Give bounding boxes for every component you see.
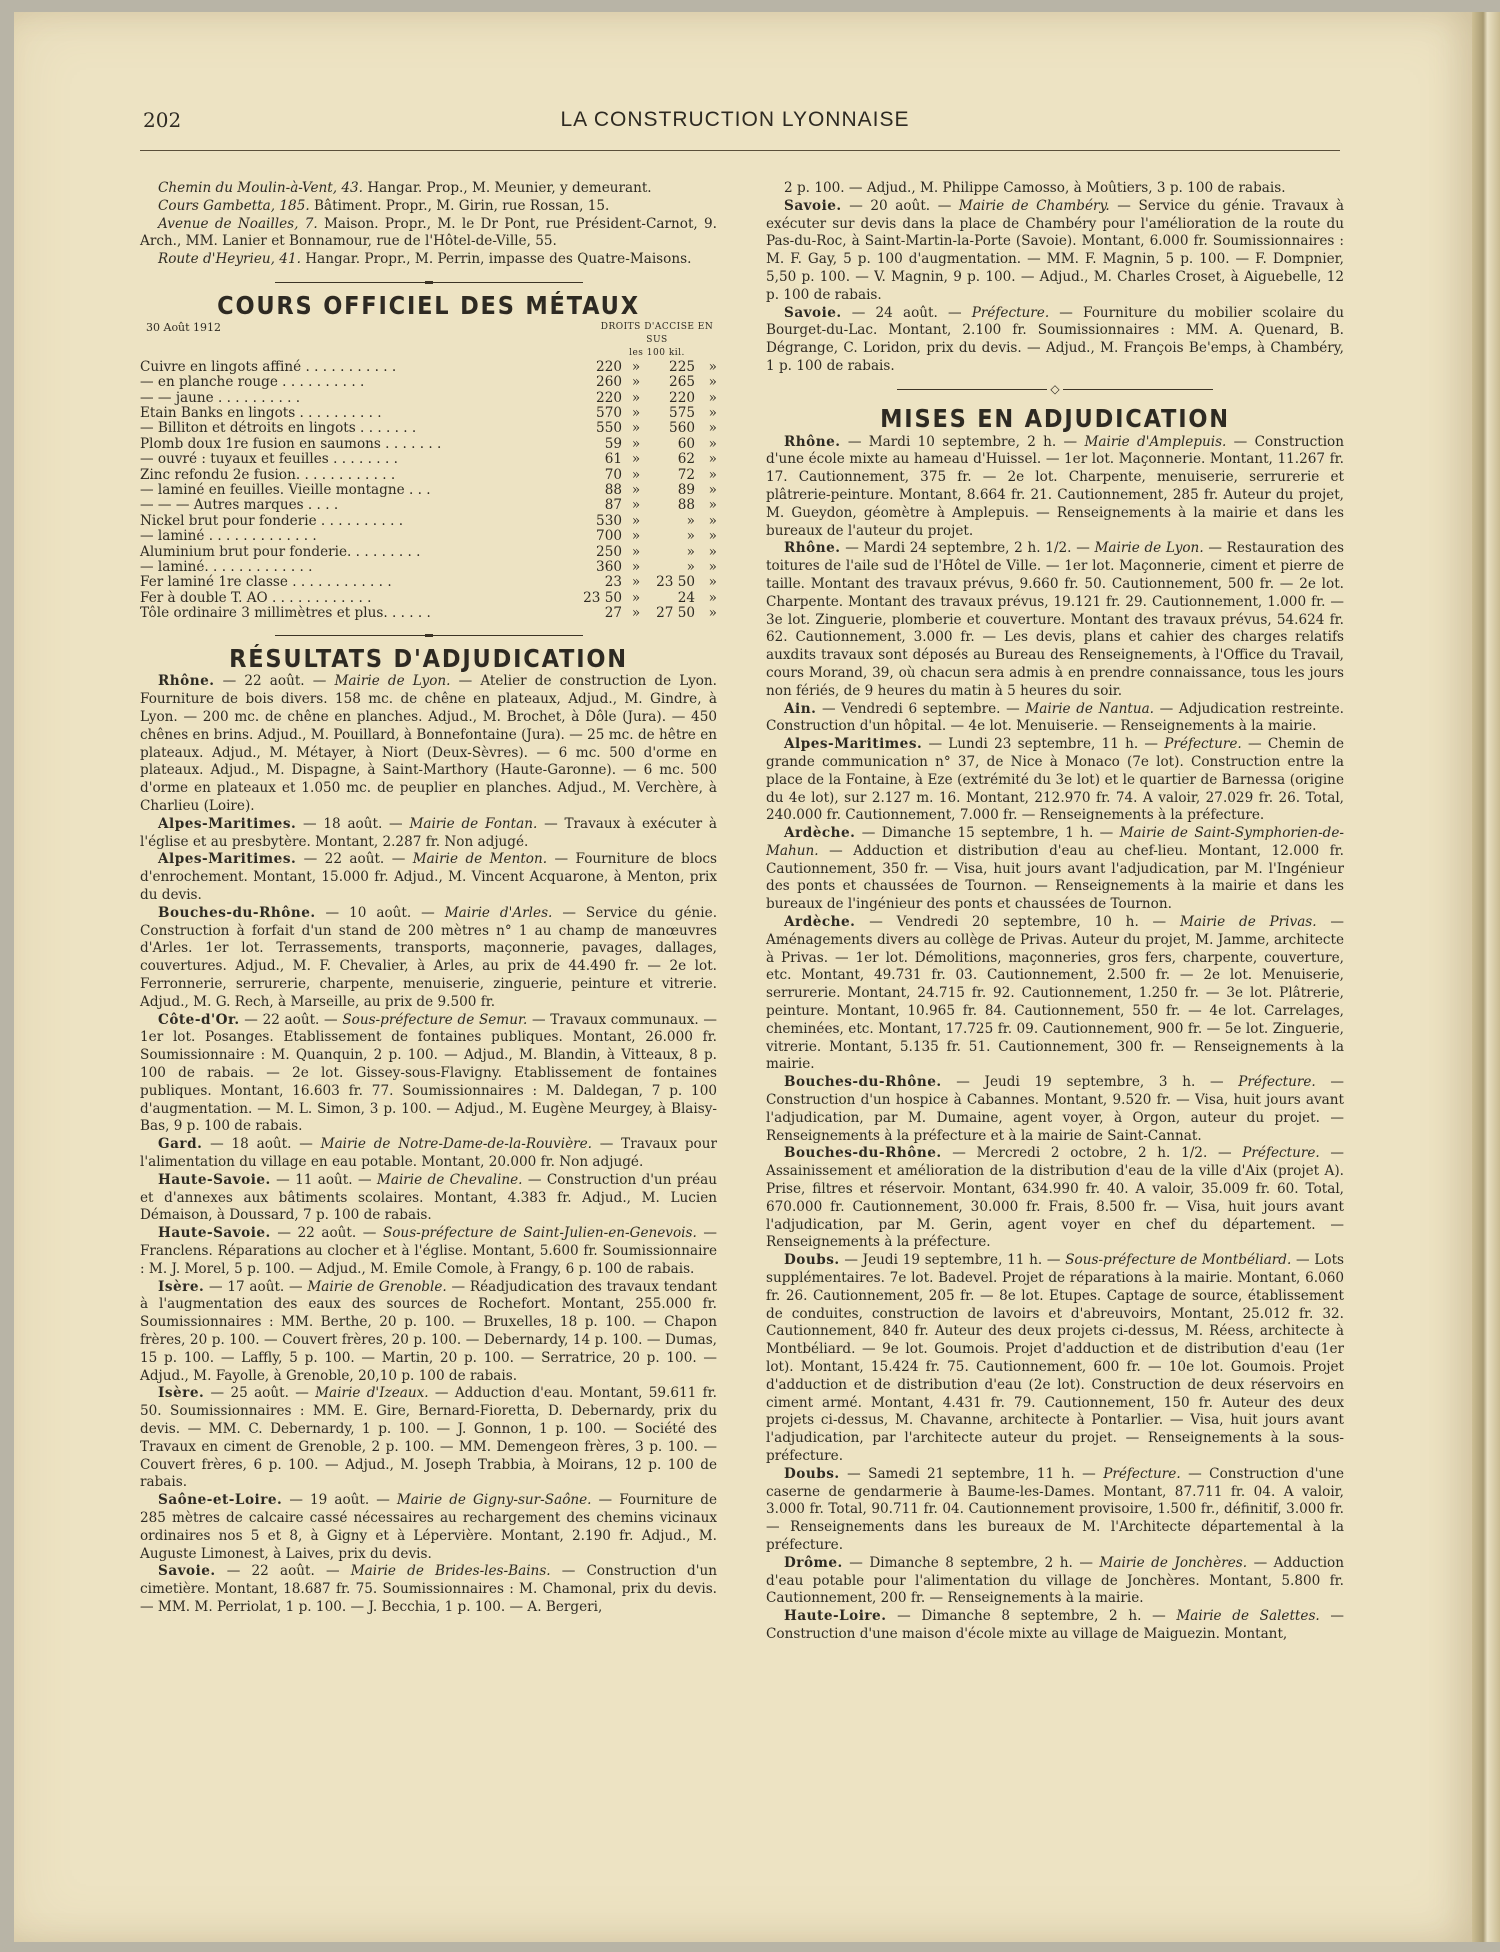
entry-region: Haute-Loire.: [784, 1608, 887, 1625]
metal-row: [140, 529, 717, 544]
entry-region: Bouches-du-Rhône.: [158, 904, 316, 921]
ditto-mark: »: [631, 512, 641, 529]
entry-authority: Mairie de Fontan.: [409, 815, 538, 832]
ditto-mark: »: [631, 482, 641, 499]
continued-results: [766, 180, 1344, 376]
ditto-mark: »: [631, 358, 641, 375]
intro-section: [140, 180, 717, 269]
ditto-mark: »: [708, 497, 717, 514]
metal-label: — — — Autres marques . . . .: [140, 497, 339, 514]
price-min: 530: [596, 512, 622, 529]
entry-date: — 17 août. —: [204, 1278, 308, 1295]
entry-region: Ardèche.: [784, 914, 856, 931]
entry-authority: Préfecture.: [1242, 1145, 1320, 1162]
price-max: 89: [677, 482, 695, 499]
price-max: 220: [669, 389, 695, 406]
entry-date: — 18 août. —: [202, 1136, 321, 1153]
entry-body: — Chemin de grande communication n° 37, de Nice à Monaco (7e lot). Construction entre la place de la Fontaine, à Eze (extrémité du 3e lot) et le quartier de Barnessa (origine du 4e lot), sur 2.127 m. 16. Montant, 212.970 fr. 74. A valoir, 27.029 fr. 26. Total, 240.000 fr. Cautionnement, 7.000 fr. — Renseignements à la préfecture.: [766, 736, 1345, 824]
price-min: 70: [604, 466, 622, 483]
metal-label: — Billiton et détroits en lingots . . . . . . .: [140, 420, 417, 437]
entry-authority: Mairie de Salettes.: [1176, 1608, 1320, 1625]
entry-date: — 11 août. —: [270, 1171, 377, 1188]
entry-date: — 20 août. —: [841, 197, 959, 214]
entry-region: Saône-et-Loire.: [158, 1492, 283, 1509]
ditto-mark: »: [631, 497, 641, 514]
metal-row: [140, 468, 717, 483]
entry-body: — Travaux pour l'alimentation du village en eau potable. Montant, 20.000 fr. Non adjugé.: [140, 1136, 717, 1170]
entry-date: — Vendredi 20 septembre, 10 h. —: [855, 914, 1180, 931]
ditto-mark: »: [631, 374, 641, 391]
intro-entry: [140, 180, 717, 198]
entry-region: Bouches-du-Rhône.: [784, 1074, 942, 1091]
entry-body: — Construction d'une maison d'école mixte au village de Maiguezin. Montant,: [766, 1608, 1344, 1642]
adjudication-entry: [766, 1145, 1344, 1252]
entry-authority: Mairie de Menton.: [412, 851, 548, 868]
entry-authority: Préfecture.: [1103, 1465, 1181, 1482]
entry-body: — Réadjudication des travaux tendant à l'augmentation des eaux des sources de Rochefort. Montant, 255.000 fr. Soumissionnaires : MM. Berthe, 20 p. 100. — Bruxelles, 18 p. 100. — Chapon frères, 20 p. 100. — Couvert frères, 20 p. 100. — Debernardy, 14 p. 100. — Dumas, 15 p. 100. — Laffly, 5 p. 100. — Martin, 20 p. 100. — Serratrice, 20 p. 100. — Adjud., M. Fayolle, à Grenoble, 20,10 p. 100 de rabais.: [140, 1278, 717, 1384]
entry-date: — Vendredi 6 septembre. —: [816, 700, 1026, 717]
metal-label: Etain Banks en lingots . . . . . . . . . .: [140, 405, 382, 421]
entry-body: — Fourniture de 285 mètres de calcaire cassé nécessaires au rechargement des chemins vicinaux ordinaires nos 5 et 8, à Gigny et à Lépervière. Montant, 2.190 fr. Adjud., M. Auguste Limonest, à Laives, prix du devis.: [140, 1492, 718, 1562]
price-max: »: [686, 543, 695, 560]
price-max: 23 50: [656, 574, 695, 591]
price-max: »: [686, 512, 695, 529]
metal-label: — laminé en feuilles. Vieille montagne . . .: [140, 482, 431, 499]
divider: [140, 275, 717, 289]
entry-text: Bâtiment. Propr., M. Girin, rue Rossan, 15.: [309, 197, 610, 214]
entry-region: Alpes-Maritimes.: [158, 851, 297, 868]
entry-authority: Mairie d'Izeaux.: [315, 1385, 429, 1402]
entry-body: — Assainissement et amélioration de la distribution d'eau de la ville d'Aix (projet A). Prise, filtres et réservoir. Montant, 634.990 fr. 40. A valoir, 35.009 fr. 60. Total, 670.000 fr. Cautionnement, 30.000 fr. Frais, 8.500 fr. — Visa, huit jours avant l'adjudication, par M. Gerin, agent voyer en chef du département. — Renseignements à la préfecture.: [766, 1145, 1345, 1251]
entry-region: Ardèche.: [784, 825, 856, 842]
entry-region: Doubs.: [784, 1465, 840, 1482]
metal-row: [140, 375, 717, 390]
adjudication-entry: [766, 1466, 1344, 1555]
price-min: 23: [604, 574, 622, 591]
entry-date: — Dimanche 8 septembre, 2 h. —: [886, 1608, 1177, 1625]
adjudication-entry: [766, 914, 1344, 1074]
ditto-mark: »: [708, 466, 717, 483]
entry-body: — Construction d'une caserne de gendarmerie à Baume-les-Dames. Montant, 87.711 fr. 04. A valoir, 3.000 fr. Total, 90.711 fr. 04. Cautionnement provisoire, 1.500 fr., définitif, 3.000 fr. — Renseignements dans les bureaux de M. l'Architecte départemental à la préfecture.: [766, 1465, 1345, 1553]
adjudication-entry: [766, 1074, 1344, 1145]
entry-date: — 22 août. —: [239, 1011, 343, 1028]
ditto-mark: »: [631, 559, 641, 576]
entry-date: — 19 août. —: [282, 1492, 397, 1509]
price-min: 220: [596, 389, 622, 406]
entry-region: Savoie.: [158, 1563, 216, 1580]
entry-region: Bouches-du-Rhône.: [784, 1145, 942, 1162]
entry-authority: Mairie de Privas.: [1179, 914, 1317, 931]
ditto-mark: »: [631, 574, 641, 591]
price-max: 24: [677, 589, 695, 606]
entry-region: Savoie.: [784, 197, 842, 214]
price-max: 560: [669, 420, 695, 437]
entry-authority: Mairie de Chambéry.: [958, 197, 1110, 214]
entry-date: — 25 août. —: [204, 1385, 316, 1402]
metals-date: 30 Août 1912: [146, 320, 222, 334]
metal-row: [140, 452, 717, 467]
entry-date: — Mercredi 2 octobre, 2 h. 1/2. —: [941, 1145, 1243, 1162]
ditto-mark: »: [708, 358, 717, 375]
entry-date: — 24 août. —: [841, 304, 972, 321]
ditto-mark: »: [708, 574, 717, 591]
entry-region: Isère.: [158, 1385, 205, 1402]
price-min: 260: [596, 374, 622, 391]
entry-body: — Adjudication restreinte. Construction d'un hôpital. — 4e lot. Menuiserie. — Renseignements à la mairie.: [766, 700, 1344, 735]
entry-region: Rhône.: [784, 433, 841, 450]
entry-body: — Construction d'un préau et d'annexes aux bâtiments scolaires. Montant, 4.383 fr. Adjud., M. Lucien Démaison, à Doussard, 7 p. 100 de rabais.: [140, 1171, 718, 1224]
ditto-mark: »: [631, 389, 641, 406]
entry-body: — Aménagements divers au collège de Privas. Auteur du projet, M. Jamme, architecte à Privas. — 1er lot. Démolitions, maçonneries, gros fers, charpente, couverture, etc. Montant, 49.731 fr. 03. Cautionnement, 2.500 fr. — 2e lot. Menuiserie, serrurerie. Montant, 24.715 fr. 92. Cautionnement, 1.250 fr. — 3e lot. Plâtrerie, peinture. Montant, 10.965 fr. 84. Cautionnement, 550 fr. — 4e lot. Carrelages, cheminées, etc. Montant, 17.725 fr. 09. Cautionnement, 900 fr. — 5e lot. Zinguerie, vitrerie. Montant, 5.135 fr. 51. Cautionnement, 300 fr. — Renseignements à la mairie.: [766, 914, 1344, 1073]
ditto-mark: »: [631, 528, 641, 545]
entry-date: — Jeudi 19 septembre, 11 h. —: [839, 1252, 1066, 1269]
metal-label: Fer à double T. AO . . . . . . . . . . . .: [140, 589, 372, 606]
price-max: 575: [669, 405, 695, 421]
entry-text: Hangar. Prop., M. Meunier, y demeurant.: [363, 180, 652, 196]
adjudication-entry: [766, 736, 1344, 825]
entry-address: Chemin du Moulin-à-Vent, 43.: [158, 180, 363, 196]
metal-row: [140, 591, 717, 606]
metals-title: COURS OFFICIEL DES MÉTAUX: [217, 290, 640, 320]
price-min: 550: [596, 420, 622, 437]
entry-authority: Sous-préfecture de Saint-Julien-en-Genevois.: [382, 1225, 697, 1242]
adjudication-entry: [766, 825, 1344, 914]
entry-region: Haute-Savoie.: [158, 1171, 271, 1188]
entry-address: Route d'Heyrieu, 41.: [158, 251, 301, 268]
entry-region: Drôme.: [784, 1554, 843, 1571]
duties-label: DROITS D'ACCISE EN SUS: [600, 321, 714, 345]
entry-region: Doubs.: [784, 1252, 840, 1269]
entry-region: Savoie.: [784, 304, 842, 321]
adjudication-entry: [766, 198, 1344, 305]
price-max: 72: [677, 466, 695, 483]
metal-label: Zinc refondu 2e fusion. . . . . . . . . . . .: [140, 466, 396, 483]
right-column: [766, 180, 1344, 1644]
metal-row: [140, 514, 717, 529]
entry-body: — Franclens. Réparations au clocher et à l'église. Montant, 5.600 fr. Soumissionnaire : M. J. Morel, 5 p. 100. — Adjud., M. Emile Comole, à Frangy, 6 p. 100 de rabais.: [140, 1225, 717, 1277]
price-max: 62: [677, 451, 695, 468]
entry-body: — Adduction d'eau potable pour l'alimentation du village de Jonchères. Montant, 5.800 fr. Cautionnement, 200 fr. — Renseignements à la mairie.: [766, 1554, 1345, 1607]
entry-body: — Fourniture de blocs d'enrochement. Montant, 15.000 fr. Adjud., M. Vincent Acquarone, à Menton, prix du devis.: [140, 851, 718, 904]
entry-body: — Adduction d'eau. Montant, 59.611 fr. 50. Soumissionnaires : MM. E. Gire, Bernard-Fioretta, D. Debernardy, prix du devis. — MM. C. Debernardy, 1 p. 100. — J. Gonnon, 1 p. 100. — Société des Travaux en ciment de Grenoble, 2 p. 100. — MM. Demengeon frères, 3 p. 100. — Couvert frères, 6 p. 100. — Adjud., M. Joseph Trabbia, à Moirans, 12 p. 100 de rabais.: [140, 1385, 717, 1491]
entry-region: Ain.: [784, 700, 817, 717]
entry-body: — Travaux à exécuter à l'église et au presbytère. Montant, 2.287 fr. Non adjugé.: [140, 815, 717, 850]
entry-authority: Sous-préfecture de Semur.: [342, 1011, 528, 1028]
entry-text: Maison. Propr., M. le Dr Pont, rue Président-Carnot, 9. Arch., MM. Lanier et Bonnamour, rue de l'Hôtel-de-Ville, 55.: [140, 215, 717, 250]
adjudication-entry: [140, 1385, 717, 1492]
intro-entry: [140, 216, 717, 252]
metal-label: Nickel brut pour fonderie . . . . . . . . . .: [140, 512, 404, 529]
metal-row: [140, 360, 717, 375]
entry-address: Cours Gambetta, 185.: [158, 197, 310, 214]
ditto-mark: »: [631, 466, 641, 483]
entry-authority: Mairie de Lyon.: [334, 673, 451, 690]
metal-row: [140, 606, 717, 621]
adjudication-entry: [766, 1252, 1344, 1466]
entry-body: — Service du génie. Construction à forfait d'un stand de 200 mètres n° 1 au champ de manœuvres d'Arles. 1er lot. Terrassements, transports, maçonnerie, pavages, dallages, couvertures. Adjud., M. F. Chevalier, à Arles, au prix de 44.490 fr. — 2e lot. Ferronnerie, serrurerie, charpente, menuiserie, zinguerie, peinture et vitrerie. Adjud., M. G. Rech, à Marseille, au prix de 9.500 fr.: [140, 904, 718, 1010]
entry-date: — Mardi 24 septembre, 2 h. 1/2. —: [840, 540, 1095, 557]
running-title: LA CONSTRUCTION LYONNAISE: [560, 108, 910, 131]
adjudication-entry: [140, 816, 717, 852]
entry-address: Avenue de Noailles, 7.: [158, 215, 318, 232]
mises-section: [766, 434, 1344, 1644]
mises-title: MISES EN ADJUDICATION: [880, 403, 1230, 433]
entry-authority: Sous-préfecture de Montbéliard.: [1065, 1252, 1292, 1269]
entry-region: Rhône.: [158, 673, 215, 690]
ditto-mark: »: [708, 451, 717, 468]
adjudication-entry: [140, 1279, 717, 1386]
adjudication-entry: [766, 305, 1344, 376]
metal-label: Tôle ordinaire 3 millimètres et plus. . . . . .: [140, 605, 431, 622]
entry-body: — Travaux communaux. — 1er lot. Posanges. Etablissement de fontaines publiques. Montant, 26.000 fr. Soumissionnaire : M. Quanquin, 2 p. 100. — Adjud., M. Blandin, à Vitteaux, 8 p. 100 de rabais. — 2e lot. Gissey-sous-Flavigny. Etablissement de fontaines publiques. Montant, 16.603 fr. 77. Soumissionnaires : M. Daldegan, 7 p. 100 d'augmentation. — M. L. Simon, 3 p. 100. — Adjud., M. Eugène Meurgey, à Blaisy-Bas, 9 p. 100 de rabais.: [140, 1011, 717, 1135]
price-max: »: [686, 528, 695, 545]
entry-region: Alpes-Maritimes.: [784, 736, 923, 753]
results-section: [140, 673, 717, 1616]
entry-date: — Dimanche 15 septembre, 1 h. —: [855, 825, 1120, 842]
entry-region: Isère.: [158, 1278, 205, 1295]
price-min: 250: [596, 543, 622, 560]
metal-row: [140, 483, 717, 498]
entry-authority: Mairie de Grenoble.: [307, 1278, 447, 1295]
ditto-mark: »: [631, 543, 641, 560]
entry-date: — Dimanche 8 septembre, 2 h. —: [842, 1554, 1100, 1571]
metals-duties-note: [597, 321, 717, 360]
entry-authority: Mairie de Chevaline.: [376, 1171, 523, 1188]
metal-row: [140, 560, 717, 575]
ditto-mark: »: [708, 512, 717, 529]
adjudication-entry: [140, 1012, 717, 1137]
adjudication-entry: [140, 1172, 717, 1225]
entry-region: Alpes-Maritimes.: [158, 815, 297, 832]
price-min: 220: [596, 358, 622, 375]
adjudication-entry: [140, 905, 717, 1012]
entry-date: — Mardi 10 septembre, 2 h. —: [840, 433, 1085, 450]
entry-body: — Construction d'un hospice à Cabannes. Montant, 9.520 fr. — Visa, huit jours avant l'adjudication, par M. Dumaine, agent voyer, à Orgon, auteur du projet. — Renseignements à la préfecture et à la mairie de Saint-Cannat.: [766, 1074, 1344, 1144]
adjudication-entry: [140, 673, 717, 815]
price-min: 61: [604, 451, 622, 468]
entry-date: — 22 août. —: [215, 1563, 351, 1580]
metal-label: — laminé . . . . . . . . . . . . .: [140, 528, 317, 545]
ditto-mark: »: [708, 374, 717, 391]
intro-entry: [140, 198, 717, 216]
ditto-mark: »: [708, 543, 717, 560]
entry-authority: Mairie de Notre-Dame-de-la-Rouvière.: [320, 1136, 592, 1153]
entry-authority: Mairie de Jonchères.: [1099, 1554, 1248, 1571]
page-number: 202: [143, 108, 182, 132]
entry-body: — Construction d'un cimetière. Montant, 18.687 fr. 75. Soumissionnaires : M. Chamonal, prix du devis. — MM. M. Perriolat, 1 p. 100. — J. Becchia, 1 p. 100. — A. Bergeri,: [140, 1563, 718, 1615]
adjudication-entry: [766, 540, 1344, 700]
price-min: 360: [596, 559, 622, 576]
entry-date: — 10 août. —: [315, 904, 445, 921]
metal-label: Plomb doux 1re fusion en saumons . . . . . . .: [140, 435, 442, 452]
price-min: 59: [604, 435, 622, 452]
entry-date: — 22 août. —: [214, 673, 335, 690]
entry-date: — 22 août. —: [296, 851, 413, 868]
entry-body: — Service du génie. Travaux à exécuter sur devis dans la place de Chambéry pour l'amélioration de la route du Pas-du-Roc, à Saint-Martin-la-Porte (Savoie). Montant, 6.000 fr. Soumissionnaires : M. F. Gay, 5 p. 100 d'augmentation. — MM. F. Magnin, 5 p. 100. — F. Dompnier, 5,50 p. 100. — V. Magnin, 9 p. 100. — Adjud., M. Charles Croset, à Aiguebelle, 12 p. 100 de rabais.: [766, 197, 1345, 303]
entry-body: — Atelier de construction de Lyon. Fourniture de bois divers. 158 mc. de chêne en plateaux, Adjud., M. Gindre, à Lyon. — 200 mc. de chêne en planches. Adjud., M. Brochet, à Dôle (Jura). — 450 chênes en brins. Adjud., M. Pouillard, à Bonnefontaine (Jura). — 25 mc. de hêtre en plateaux. Adjud., M. Métayer, à Niort (Deux-Sèvres). — 6 mc. 500 d'orme en plateaux. Adjud., M. Dispagne, à Saint-Marthory (Haute-Garonne). — 6 mc. 500 d'orme en plateaux et 1.050 mc. de peuplier en planches. Adjud., M. Verchère, à Charlieu (Loire).: [140, 673, 718, 815]
ditto-mark: »: [631, 605, 641, 622]
entry-body: — Fourniture du mobilier scolaire du Bourget-du-Lac. Montant, 2.100 fr. Soumissionnaires : MM. A. Quenard, B. Dégrange, C. Loridon, prix du devis. — Adjud., M. François Be'emps, à Chambéry, 1 p. 100 de rabais.: [766, 304, 1344, 374]
metals-table: [140, 360, 717, 622]
price-min: 87: [604, 497, 622, 514]
adjudication-entry: [140, 1492, 717, 1563]
ditto-mark: »: [708, 420, 717, 437]
entry-authority: Préfecture.: [1164, 736, 1242, 753]
entry-body: — Adduction et distribution d'eau au chef-lieu. Montant, 12.000 fr. Cautionnement, 350 fr. — Visa, huit jours avant l'adjudication, par M. l'Ingénieur des ponts et chaussées de Tournon. — Renseignements à la mairie et dans les bureaux de l'ingénieur des ponts et chaussées de Tournon.: [766, 842, 1344, 913]
entry-date: — Jeudi 19 septembre, 3 h. —: [941, 1074, 1239, 1091]
entry-date: 2 p. 100. — Adjud., M. Philippe Camosso, à Moûtiers, 3 p. 100 de rabais.: [784, 180, 1286, 196]
adjudication-entry: [140, 1225, 717, 1278]
entry-authority: Mairie de Brides-les-Bains.: [350, 1563, 551, 1580]
metal-row: [140, 406, 717, 421]
ditto-mark: »: [631, 435, 641, 452]
entry-authority: Mairie de Lyon.: [1094, 540, 1204, 557]
entry-authority: Mairie de Nantua.: [1025, 700, 1155, 717]
entry-text: Hangar. Propr., M. Perrin, impasse des Quatre-Maisons.: [300, 251, 692, 268]
metals-header: [140, 321, 717, 360]
adjudication-entry: [140, 1563, 717, 1616]
ditto-mark: »: [708, 589, 717, 606]
entry-authority: Préfecture.: [1238, 1074, 1316, 1091]
divider: ◇: [766, 382, 1344, 396]
price-max: 88: [677, 497, 695, 514]
metal-row: [140, 575, 717, 590]
metal-row: [140, 391, 717, 406]
entry-authority: Mairie d'Amplepuis.: [1084, 433, 1227, 450]
price-min: 23 50: [583, 589, 622, 606]
metal-label: — — jaune . . . . . . . . . .: [140, 389, 301, 406]
ditto-mark: »: [708, 528, 717, 545]
ditto-mark: »: [631, 405, 641, 421]
adjudication-entry: [140, 851, 717, 904]
adjudication-entry: [140, 1136, 717, 1172]
book-spine: [1472, 12, 1500, 1942]
price-max: 225: [669, 358, 695, 375]
adjudication-entry: [766, 434, 1344, 541]
entry-authority: Mairie d'Arles.: [444, 904, 553, 921]
price-max: 60: [677, 435, 695, 452]
entry-region: Côte-d'Or.: [158, 1011, 240, 1028]
metal-label: — laminé. . . . . . . . . . . . .: [140, 559, 313, 576]
metal-row: [140, 545, 717, 560]
header-rule: [140, 150, 1340, 151]
ditto-mark: »: [708, 389, 717, 406]
metal-row: [140, 498, 717, 513]
adjudication-entry: [766, 1555, 1344, 1608]
entry-region: Haute-Savoie.: [158, 1225, 271, 1242]
left-column: [140, 180, 717, 1617]
ditto-mark: »: [631, 589, 641, 606]
ditto-mark: »: [631, 451, 641, 468]
price-min: 570: [596, 405, 622, 421]
results-title: RÉSULTATS D'ADJUDICATION: [229, 643, 628, 673]
entry-body: — Restauration des toitures de l'aile sud de l'Hôtel de Ville. — 1er lot. Maçonnerie, ciment et pierre de taille. Montant des travaux prévus, 9.660 fr. 50. Cautionnement, 500 fr. — 2e lot. Charpente. Montant des travaux prévus, 19.121 fr. 29. Cautionnement, 1.000 fr. — 3e lot. Zinguerie, plomberie et couverture. Montant des travaux prévus, 54.624 fr. 62. Cautionnement, 3.000 fr. — Les devis, plans et cahier des charges relatifs auxdits travaux sont déposés au Bureau des Renseignements, à l'Office du Travail, cours Morand, 39, où chacun sera admis à en prendre connaissance, tous les jours non fériés, de 9 heures du matin à 5 heures du soir.: [766, 540, 1344, 699]
adjudication-entry: [766, 701, 1344, 737]
entry-region: Rhône.: [784, 540, 841, 557]
price-max: 265: [669, 374, 695, 391]
divider: [140, 628, 717, 642]
entry-authority: Mairie de Gigny-sur-Saône.: [396, 1492, 592, 1509]
price-max: 27 50: [656, 605, 695, 622]
metal-row: [140, 421, 717, 436]
adjudication-entry: [766, 180, 1344, 198]
ditto-mark: »: [708, 559, 717, 576]
entry-region: Gard.: [158, 1136, 203, 1153]
metal-label: Fer laminé 1re classe . . . . . . . . . . . .: [140, 574, 392, 591]
price-min: 27: [604, 605, 622, 622]
entry-body: — Construction d'une école mixte au hameau d'Huissel. — 1er lot. Maçonnerie. Montant, 11.267 fr. 17. Cautionnement, 375 fr. — 2e lot. Charpente, menuiserie, serrurerie et plâtrerie-peinture. Montant, 8.664 fr. 21. Cautionnement, 285 fr. Auteur du projet, M. Gueydon, géomètre à Amplepuis. — Renseignements à la mairie et dans les bureaux de l'auteur du projet.: [766, 433, 1344, 539]
page-header: [125, 108, 1345, 144]
adjudication-entry: [766, 1608, 1344, 1644]
ditto-mark: »: [708, 482, 717, 499]
per-unit-label: les 100 kil.: [629, 347, 685, 358]
entry-date: — 18 août. —: [296, 815, 410, 832]
entry-date: — Lundi 23 septembre, 11 h. —: [922, 736, 1165, 753]
ditto-mark: »: [708, 405, 717, 421]
ditto-mark: »: [631, 420, 641, 437]
intro-entry: [140, 251, 717, 269]
entry-authority: Préfecture.: [971, 304, 1050, 321]
price-min: 88: [604, 482, 622, 499]
metal-row: [140, 437, 717, 452]
metal-label: Cuivre en lingots affiné . . . . . . . . . . .: [140, 358, 397, 375]
metal-label: — en planche rouge . . . . . . . . . .: [140, 374, 365, 391]
entry-authority: Mairie de Saint-Symphorien-de-Mahun.: [766, 825, 1344, 859]
ditto-mark: »: [708, 435, 717, 452]
price-min: 700: [596, 528, 622, 545]
price-max: »: [686, 559, 695, 576]
ditto-mark: »: [708, 605, 717, 622]
entry-body: — Lots supplémentaires. 7e lot. Badevel. Projet de réparations à la mairie. Montant, 6.060 fr. 26. Cautionnement, 205 fr. — 8e lot. Etupes. Captage de source, établissement de conduites, construction de lavoirs et d'abreuvoirs, Montant, 25.012 fr. 32. Cautionnement, 840 fr. Auteur des deux projets ci-dessus, M. Réess, architecte à Montbéliard. — 9e lot. Goumois. Projet d'adduction et de distribution d'eau (1er lot). Montant, 15.424 fr. 75. Cautionnement, 600 fr. — 10e lot. Goumois. Projet d'adduction et de distribution d'eau (2e lot). Construction de deux réservoirs en ciment armé. Montant, 4.431 fr. 79. Cautionnement, 150 fr. Auteur des deux projets ci-dessus, M. Chavanne, architecte à Pontarlier. — Visa, huit jours avant l'adjudication, par l'architecte auteur du projet. — Renseignements à la sous-préfecture.: [766, 1252, 1345, 1464]
entry-date: — 22 août. —: [270, 1225, 383, 1242]
metal-label: Aluminium brut pour fonderie. . . . . . . . .: [140, 543, 421, 560]
metal-label: — ouvré : tuyaux et feuilles . . . . . . . .: [140, 451, 398, 468]
entry-date: — Samedi 21 septembre, 11 h. —: [839, 1465, 1104, 1482]
